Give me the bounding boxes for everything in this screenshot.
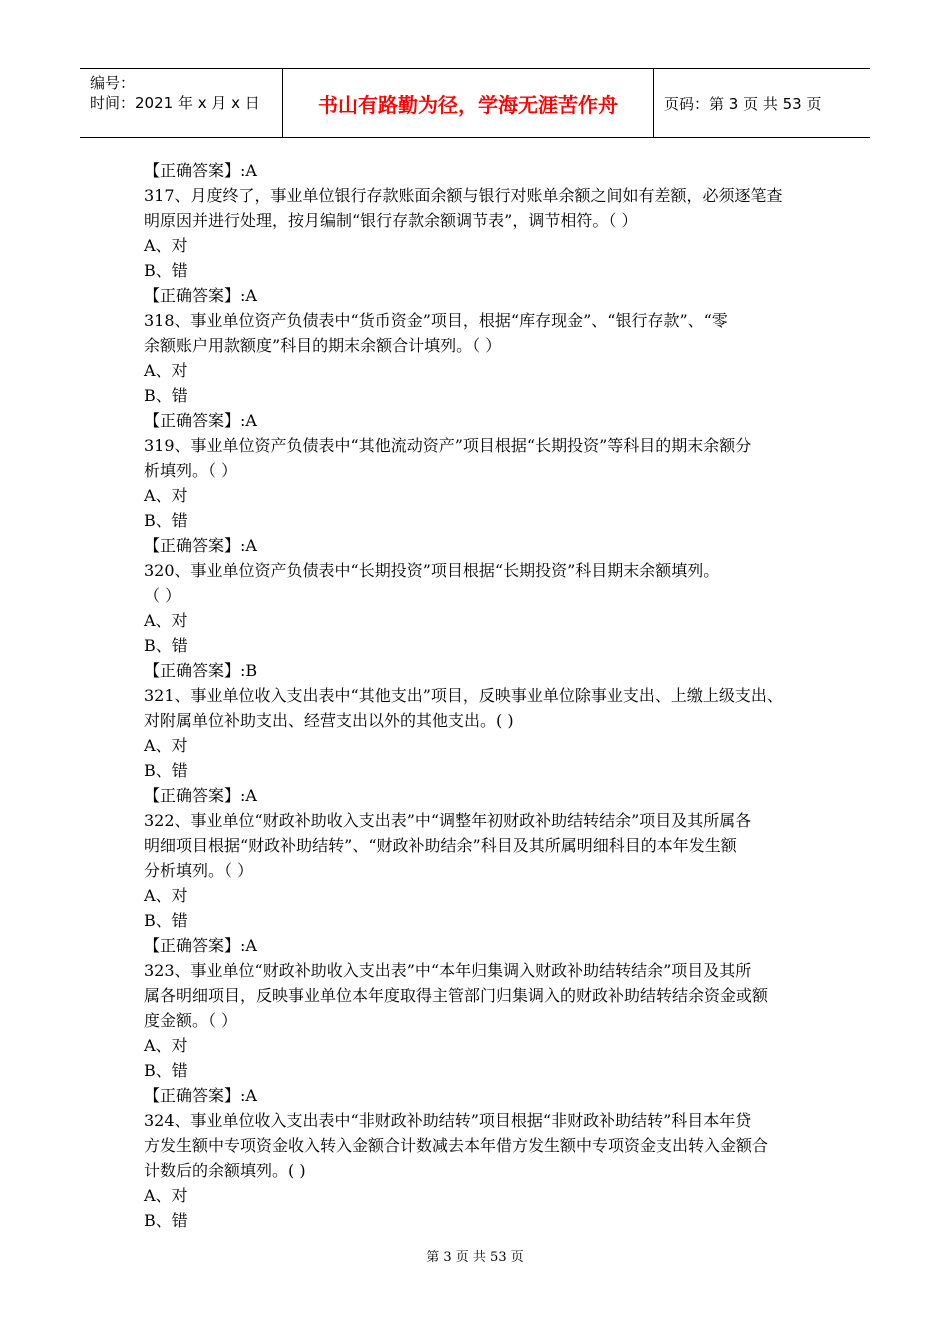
text-line: B、错 [144, 511, 188, 530]
text-line: 【正确答案】:A [144, 161, 257, 180]
text-line: 析填列。（ ） [144, 461, 238, 480]
text-line: B、错 [144, 636, 188, 655]
text-line: 属各明细项目，反映事业单位本年度取得主管部门归集调入的财政补助结转结余资金或额 [144, 986, 769, 1005]
text-line: 319、事业单位资产负债表中“其他流动资产”项目根据“长期投资”等科目的期末余额分 [144, 436, 752, 455]
text-line: 【正确答案】:A [144, 936, 257, 955]
text-line: A、对 [144, 486, 188, 505]
text-line: 度金额。（ ） [144, 1011, 238, 1030]
text-line: 321、事业单位收入支出表中“其他支出”项目，反映事业单位除事业支出、上缴上级支出、 [144, 686, 783, 705]
header-motto-cell [282, 69, 654, 137]
text-line: A、对 [144, 736, 188, 755]
text-line: 【正确答案】:B [144, 661, 258, 680]
text-line: 【正确答案】:A [144, 536, 257, 555]
text-line: B、错 [144, 911, 188, 930]
page-header [80, 68, 870, 138]
text-line: 对附属单位补助支出、经营支出以外的其他支出。( ) [144, 711, 514, 730]
text-line: 【正确答案】:A [144, 411, 257, 430]
footer-page-number: 第 3 页 共 53 页 [426, 1250, 524, 1265]
text-line: B、错 [144, 386, 188, 405]
text-line: B、错 [144, 761, 188, 780]
text-line: 320、事业单位资产负债表中“长期投资”项目根据“长期投资”科目期末余额填列。 [144, 561, 720, 580]
question-list [144, 158, 824, 1233]
document-date-label: 时间：2021 年 x 月 x 日 [90, 94, 260, 112]
text-line: A、对 [144, 1186, 188, 1205]
text-line: 【正确答案】:A [144, 1086, 257, 1105]
text-line: A、对 [144, 886, 188, 905]
text-line: 【正确答案】:A [144, 286, 257, 305]
text-line: 分析填列。（ ） [144, 861, 254, 880]
text-line: A、对 [144, 361, 188, 380]
text-line: 324、事业单位收入支出表中“非财政补助结转”项目根据“非财政补助结转”科目本年贷 [144, 1111, 752, 1130]
header-motto: 书山有路勤为径，学海无涯苦作舟 [318, 92, 618, 117]
text-line: A、对 [144, 236, 188, 255]
text-line: A、对 [144, 1036, 188, 1055]
text-line: 323、事业单位“财政补助收入支出表”中“本年归集调入财政补助结转结余”项目及其所 [144, 961, 752, 980]
text-line: 322、事业单位“财政补助收入支出表”中“调整年初财政补助结转结余”项目及其所属各 [144, 811, 752, 830]
text-line: 明细项目根据“财政补助结转”、“财政补助结余”科目及其所属明细科目的本年发生额 [144, 836, 737, 855]
text-line: B、错 [144, 1211, 188, 1230]
text-line: 318、事业单位资产负债表中“货币资金”项目，根据“库存现金”、“银行存款”、“零 [144, 311, 728, 330]
header-page-cell [654, 69, 870, 137]
document-number-label: 编号： [90, 74, 136, 92]
header-left-cell [80, 69, 282, 137]
page-footer [0, 1246, 950, 1265]
text-line: （ ） [144, 586, 182, 605]
text-line: 计数后的余额填列。( ) [144, 1161, 306, 1180]
text-line: 317、月度终了，事业单位银行存款账面余额与银行对账单余额之间如有差额，必须逐笔查 [144, 186, 783, 205]
text-line: B、错 [144, 261, 188, 280]
text-line: 方发生额中专项资金收入转入金额合计数减去本年借方发生额中专项资金支出转入金额合 [144, 1136, 769, 1155]
text-line: 明原因并进行处理，按月编制“银行存款余额调节表”，调节相符。（ ） [144, 211, 638, 230]
header-page-info: 页码：第 3 页 共 53 页 [664, 94, 822, 113]
text-line: 余额账户用款额度”科目的期末余额合计填列。（ ） [144, 336, 502, 355]
text-line: B、错 [144, 1061, 188, 1080]
text-line: A、对 [144, 611, 188, 630]
text-line: 【正确答案】:A [144, 786, 257, 805]
